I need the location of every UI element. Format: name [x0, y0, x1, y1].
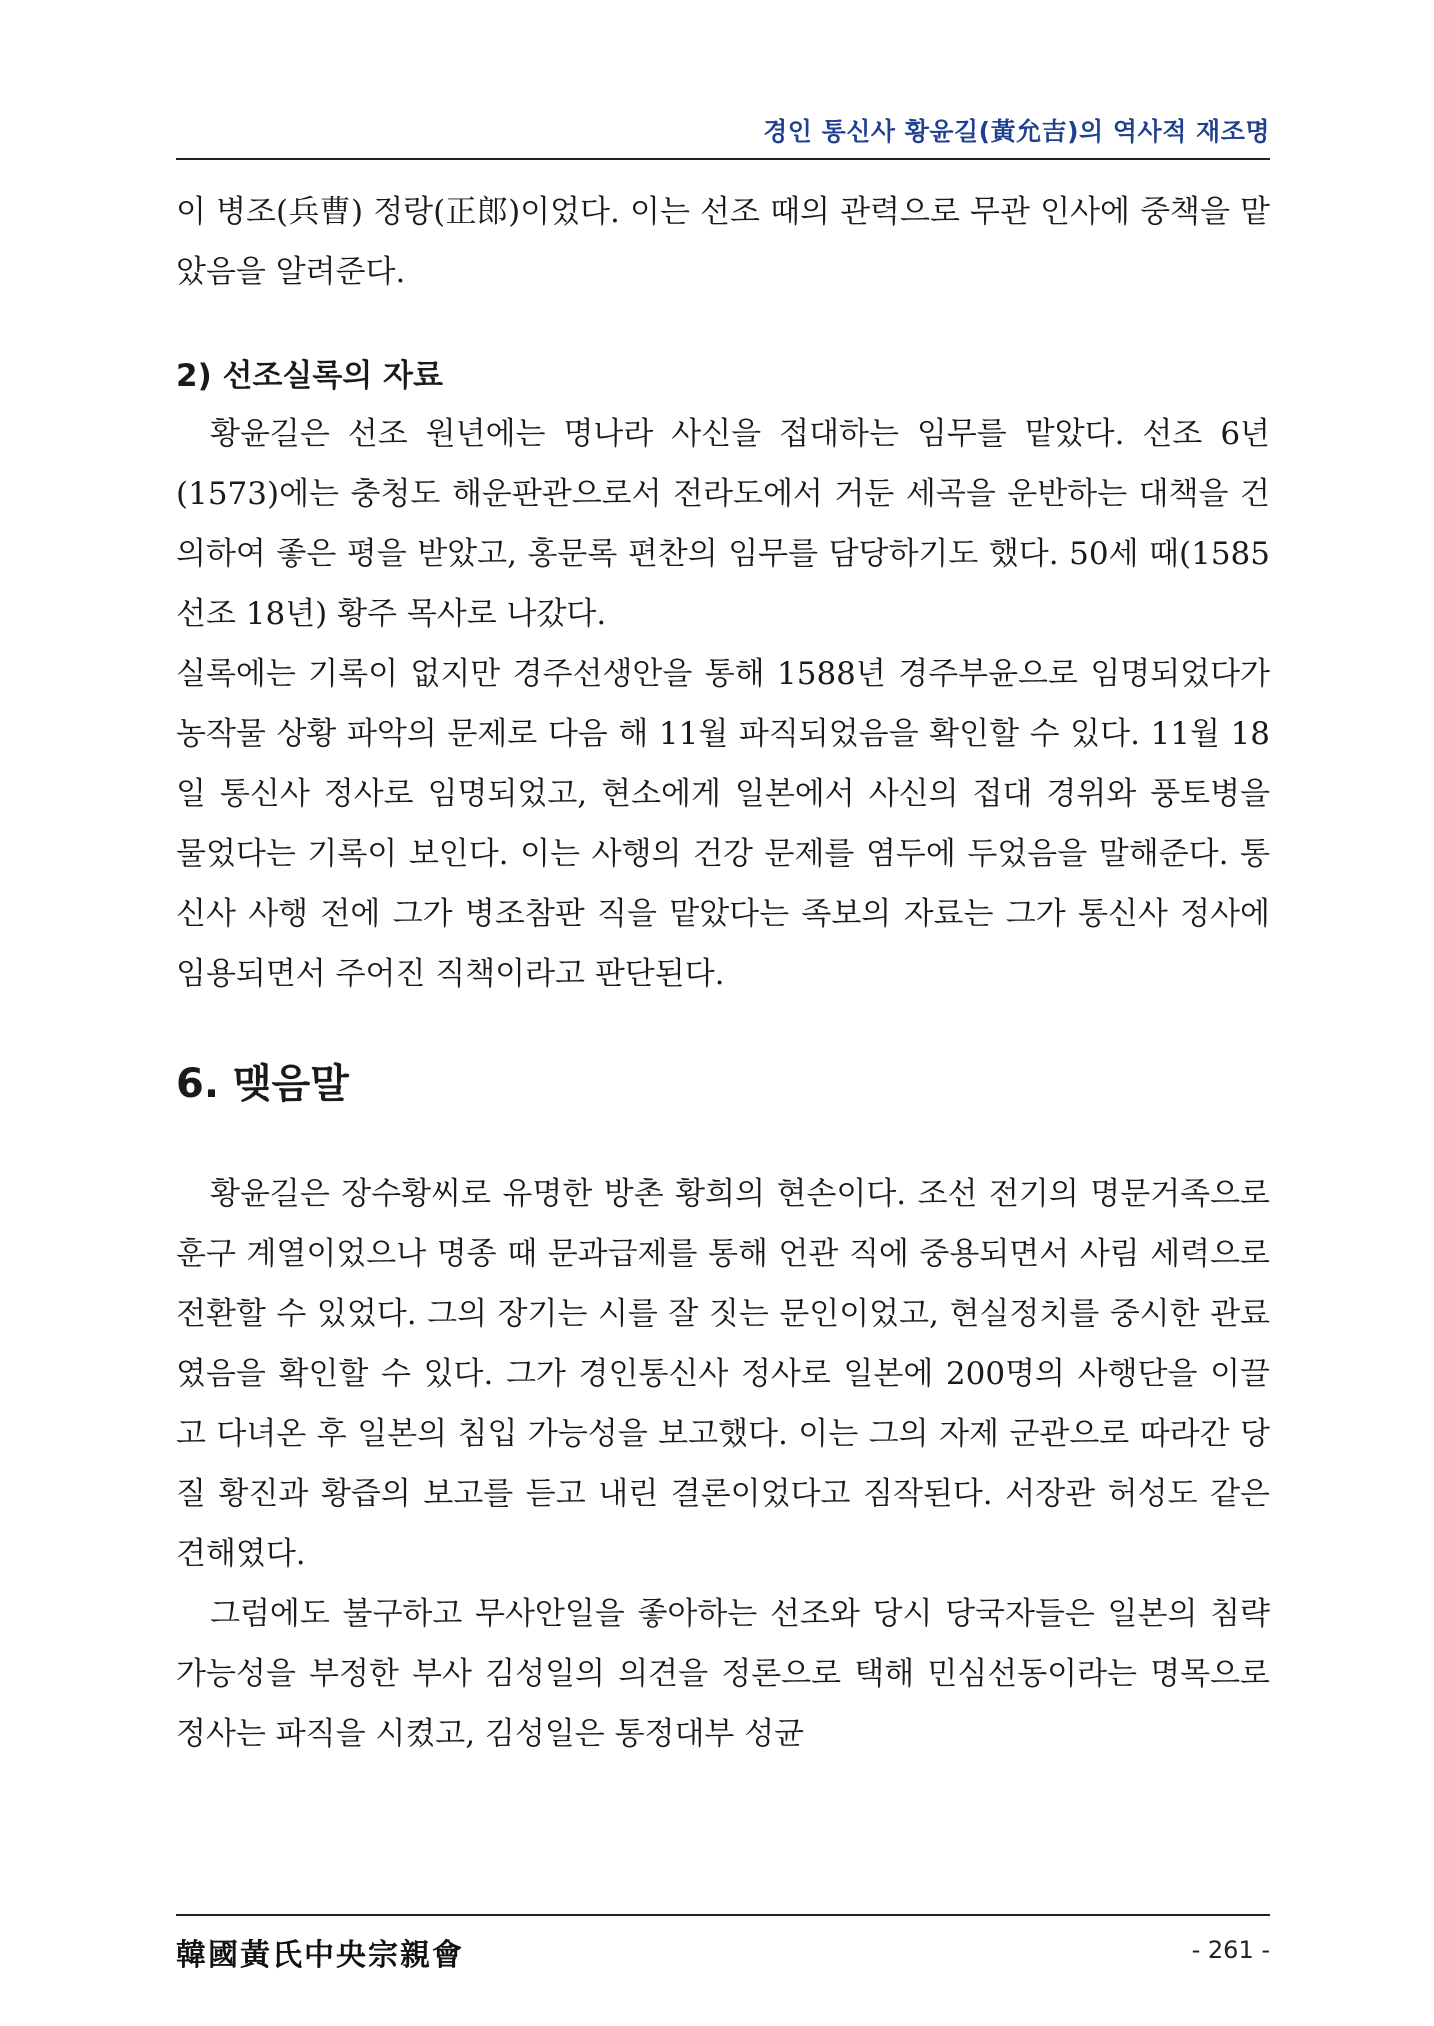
paragraph-intro: 이 병조(兵曹) 정랑(正郎)이었다. 이는 선조 때의 관력으로 무관 인사에 중책을 맡았음을 알려준다.	[176, 194, 1270, 290]
section-heading-conclusion: 6. 맺음말	[176, 1061, 349, 1107]
running-header-title: 경인 통신사 황윤길(黃允吉)의 역사적 재조명	[763, 117, 1270, 146]
footer-organization: 韓國黃氏中央宗親會	[176, 1938, 464, 1973]
paragraph-conclusion-1: 황윤길은 장수황씨로 유명한 방촌 황희의 현손이다. 조선 전기의 명문거족으로 훈구 계열이었으나 명종 때 문과급제를 통해 언관 직에 중용되면서 사림 세력으로 전환할 수 있었다. 그의 장기는 시를 잘 짓는 문인이었고, 현실정치를 중시한 관료였음을 확인할 수 있다. 그가 경인통신사 정사로 일본에 200명의 사행단을 이끌고 다녀온 후 일본의 침입 가능성을 보고했다. 이는 그의 자제 군관으로 따라간 당질 황진과 황즙의 보고를 듣고 내린 결론이었다고 짐작된다. 서장관 허성도 같은 견해였다.	[176, 1176, 1270, 1572]
page-number: - 261 -	[1191, 1936, 1270, 1964]
paragraph-sillok-1: 황윤길은 선조 원년에는 명나라 사신을 접대하는 임무를 맡았다. 선조 6년(1573)에는 충청도 해운판관으로서 전라도에서 거둔 세곡을 운반하는 대책을 건의하여 좋은 평을 받았고, 홍문록 편찬의 임무를 담당하기도 했다. 50세 때(1585 선조 18년) 황주 목사로 나갔다.	[176, 416, 1270, 632]
page-body	[176, 182, 1270, 1764]
paragraph-conclusion-2: 그럼에도 불구하고 무사안일을 좋아하는 선조와 당시 당국자들은 일본의 침략 가능성을 부정한 부사 김성일의 의견을 정론으로 택해 민심선동이라는 명목으로 정사는 파직을 시켰고, 김성일은 통정대부 성균	[176, 1596, 1270, 1752]
paragraph-sillok-2: 실록에는 기록이 없지만 경주선생안을 통해 1588년 경주부윤으로 임명되었다가 농작물 상황 파악의 문제로 다음 해 11월 파직되었음을 확인할 수 있다. 11월 18일 통신사 정사로 임명되었고, 현소에게 일본에서 사신의 접대 경위와 풍토병을 물었다는 기록이 보인다. 이는 사행의 건강 문제를 염두에 두었음을 말해준다. 통신사 사행 전에 그가 병조참판 직을 맡았다는 족보의 자료는 그가 통신사 정사에 임용되면서 주어진 직책이라고 판단된다.	[176, 656, 1270, 992]
subheading-sillok: 2) 선조실록의 자료	[176, 358, 443, 394]
footer-divider	[176, 1914, 1270, 1916]
header-divider	[176, 158, 1270, 160]
